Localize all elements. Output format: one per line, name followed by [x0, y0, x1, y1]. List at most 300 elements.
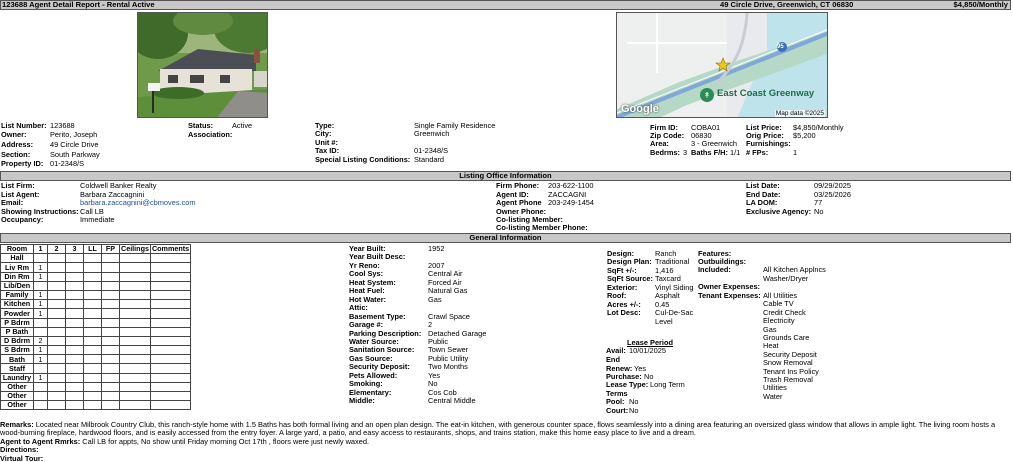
field-value: Ranch — [655, 249, 677, 258]
occupancy-label: Occupancy: — [1, 215, 44, 224]
general-info-title: General Information — [469, 233, 542, 242]
room-cell — [66, 346, 84, 355]
remarks-line-2: wood-burning fireplace, hardwood floors, and is easily accessed from the entry foyer. A large yard, a patio, and easy access to restaurants, shops, and trains station, make this home easy place to live and a dream. — [0, 428, 696, 438]
field-label: SqFt +/-: — [607, 265, 637, 275]
rooms-table — [0, 244, 191, 410]
field-label: Cool Sys: — [349, 269, 384, 279]
room-cell — [48, 355, 66, 364]
room-cell — [120, 336, 151, 345]
rooms-header-cell: Ceilings — [121, 244, 149, 254]
room-cell — [48, 318, 66, 327]
room-cell — [48, 272, 66, 281]
room-cell — [84, 290, 102, 299]
room-cell — [150, 364, 190, 373]
room-cell — [120, 272, 151, 281]
room-cell — [150, 392, 190, 401]
room-cell — [120, 346, 151, 355]
field-value: Level — [655, 316, 673, 326]
tax-id-value: 01-2348/S — [414, 146, 449, 155]
room-cell — [120, 392, 151, 401]
tenant-expense-item: All Utilities — [763, 291, 798, 300]
room-row — [1, 392, 191, 401]
tenant-expense-item: Cable TV — [763, 299, 794, 309]
field-label: Heat Fuel: — [349, 286, 385, 296]
field-value: Town Sewer — [428, 345, 469, 355]
field-value: Natural Gas — [428, 286, 468, 296]
owner-value: Perito, Joseph — [50, 130, 98, 139]
room-level-1-count: 1 — [34, 263, 48, 272]
address-label: Address: — [1, 140, 34, 149]
room-cell — [66, 382, 84, 391]
la-dom-value: 77 — [814, 198, 823, 207]
field-label: Gas Source: — [349, 353, 393, 363]
room-cell — [102, 401, 120, 410]
tenant-expense-item: Trash Removal — [763, 375, 813, 384]
room-cell — [48, 336, 66, 345]
unit-label: Unit #: — [315, 138, 338, 147]
field-value: Gas — [428, 294, 442, 304]
room-name: P Bdrm — [1, 318, 34, 327]
room-cell — [66, 290, 84, 299]
room-row — [1, 336, 191, 345]
field-value: Traditional — [655, 257, 690, 267]
room-cell — [66, 401, 84, 410]
header-price: $4,850/Monthly — [953, 0, 1008, 9]
room-cell — [102, 318, 120, 327]
room-cell — [102, 300, 120, 309]
header-address: 49 Circle Drive, Greenwich, CT 06830 — [720, 0, 854, 9]
field-value: Crawl Space — [428, 311, 470, 321]
listing-office-bar — [0, 171, 1011, 181]
list-price-label: List Price: — [746, 123, 782, 132]
field-value: Detached Garage — [428, 328, 487, 338]
room-row — [1, 281, 191, 290]
room-row — [1, 401, 191, 410]
room-cell — [120, 355, 151, 364]
room-cell — [150, 263, 190, 272]
room-cell — [48, 263, 66, 272]
room-name: D Bdrm — [1, 336, 34, 345]
bedrms-value: 3 — [683, 148, 688, 157]
room-row — [1, 346, 191, 355]
firm-id-value: COBA01 — [691, 123, 721, 132]
agent-phone-label: Agent Phone — [496, 198, 542, 207]
room-cell — [66, 272, 84, 281]
room-name: Laundry — [1, 373, 34, 382]
room-cell — [102, 327, 120, 336]
room-cell — [48, 281, 66, 290]
property-id-value: 01-2348/S — [50, 159, 85, 168]
room-level-1-count — [34, 364, 48, 373]
room-row — [1, 364, 191, 373]
orig-price-label: Orig Price: — [746, 131, 784, 140]
room-cell — [120, 382, 151, 391]
room-cell — [48, 392, 66, 401]
area-value: 3 - Greenwich — [691, 139, 738, 148]
renew-value: Yes — [634, 364, 647, 373]
purchase-value: No — [644, 372, 654, 381]
room-name: S Bdrm — [1, 346, 34, 355]
co-listing-member-label: Co-listing Member: — [496, 215, 563, 224]
avail-label: Avail: — [606, 346, 626, 355]
listing-office-title: Listing Office Information — [459, 171, 552, 180]
room-cell — [120, 290, 151, 299]
included-label: Included: — [698, 265, 731, 274]
room-cell — [102, 355, 120, 364]
room-name: Lib/Den — [1, 281, 34, 290]
room-level-1-count: 1 — [34, 373, 48, 382]
field-label: Elementary: — [349, 387, 392, 397]
room-row — [1, 373, 191, 382]
room-cell — [102, 336, 120, 345]
room-cell — [102, 254, 120, 263]
room-name: Other — [1, 401, 34, 410]
room-cell — [150, 254, 190, 263]
occupancy-value: Immediate — [80, 215, 115, 224]
room-cell — [102, 281, 120, 290]
room-name: Din Rm — [1, 272, 34, 281]
rooms-header-cell: 3 — [66, 245, 84, 254]
agent-remarks-label: Agent to Agent Rmrks: — [0, 436, 81, 446]
room-cell — [120, 300, 151, 309]
room-cell — [120, 254, 151, 263]
room-level-1-count — [34, 281, 48, 290]
tenant-expense-item: Snow Removal — [763, 358, 813, 368]
agent-id-value: ZACCAGNI — [548, 190, 587, 199]
room-name: Family — [1, 290, 34, 299]
field-value: Public Utility — [428, 353, 469, 363]
field-value: 2 — [428, 320, 433, 330]
field-value: Taxcard — [655, 274, 681, 284]
room-cell — [84, 346, 102, 355]
avail-value: 10/01/2025 — [629, 346, 666, 355]
remarks-section — [0, 421, 1011, 462]
room-cell — [150, 382, 190, 391]
field-label: SqFt Source: — [607, 274, 653, 284]
room-level-1-count — [34, 254, 48, 263]
area-label: Area: — [650, 139, 669, 148]
field-label: Sanitation Source: — [349, 345, 415, 355]
room-cell — [150, 309, 190, 318]
room-cell — [84, 281, 102, 290]
field-label: Middle: — [349, 396, 375, 406]
list-number-label: List Number: — [1, 121, 47, 130]
firm-phone-label: Firm Phone: — [496, 181, 540, 190]
room-level-1-count — [34, 382, 48, 391]
field-value: 1952 — [428, 244, 445, 253]
room-cell — [150, 318, 190, 327]
field-value: 0.45 — [655, 299, 670, 309]
room-name: Bath — [1, 355, 34, 364]
room-cell — [150, 300, 190, 309]
room-name: P Bath — [1, 327, 34, 336]
field-label: Exterior: — [607, 282, 638, 292]
baths-label: Baths F/H: — [691, 148, 728, 157]
room-cell — [102, 290, 120, 299]
room-level-1-count: 1 — [34, 309, 48, 318]
section-label: Section: — [1, 150, 31, 159]
field-label: Smoking: — [349, 379, 383, 389]
room-row — [1, 290, 191, 299]
general-info-bar — [0, 233, 1011, 243]
court-value: No — [629, 406, 639, 415]
room-cell — [48, 382, 66, 391]
room-cell — [84, 327, 102, 336]
owner-phone-label: Owner Phone: — [496, 207, 547, 216]
room-cell — [120, 373, 151, 382]
city-value: Greenwich — [414, 129, 450, 138]
end-date-value: 03/25/2026 — [814, 190, 851, 199]
room-cell — [120, 318, 151, 327]
room-cell — [102, 346, 120, 355]
rooms-header-cell: FP — [102, 245, 120, 254]
section-value: South Parkway — [50, 150, 100, 159]
rooms-header-cell: Comments — [151, 244, 190, 254]
room-cell — [120, 281, 151, 290]
room-cell — [84, 272, 102, 281]
rooms-header-cell: Room — [1, 245, 34, 254]
room-row — [1, 254, 191, 263]
special-conditions-label: Special Listing Conditions: — [315, 155, 411, 164]
room-cell — [102, 263, 120, 272]
park-label: East Coast Greenway — [717, 88, 815, 99]
room-cell — [48, 373, 66, 382]
owner-label: Owner: — [1, 130, 27, 139]
included-item: All Kitchen Applncs — [763, 265, 826, 274]
owner-expenses-label: Owner Expenses: — [698, 282, 761, 291]
property-photo[interactable] — [137, 12, 268, 118]
room-cell — [150, 327, 190, 336]
room-cell — [84, 254, 102, 263]
room-cell — [120, 309, 151, 318]
room-cell — [102, 364, 120, 373]
room-cell — [84, 309, 102, 318]
email-label: Email: — [1, 198, 24, 207]
type-label: Type: — [315, 121, 335, 130]
status-label: Status: — [188, 121, 214, 130]
tenant-expense-item: Tenant Ins Policy — [763, 366, 819, 376]
room-cell — [66, 318, 84, 327]
svg-text:↟: ↟ — [703, 91, 711, 100]
list-firm-label: List Firm: — [1, 181, 35, 190]
field-label: Design: — [607, 249, 635, 258]
remarks-label: Remarks: — [0, 421, 34, 429]
bedrms-label: Bedrms: — [650, 148, 680, 157]
room-cell — [102, 382, 120, 391]
lease-period-title: Lease Period — [627, 338, 674, 347]
room-level-1-count: 2 — [34, 336, 48, 345]
room-level-1-count: 1 — [34, 272, 48, 281]
field-label: Garage #: — [349, 320, 384, 330]
room-cell — [84, 355, 102, 364]
room-level-1-count — [34, 392, 48, 401]
email-link[interactable]: barbara.zaccagnini@cbmoves.com — [80, 198, 196, 207]
room-cell — [66, 327, 84, 336]
field-value: Cos Cob — [428, 387, 457, 397]
room-name: Liv Rm — [1, 263, 34, 272]
field-label: Year Built Desc: — [349, 252, 406, 262]
lease-type-label: Lease Type: — [606, 380, 649, 389]
room-cell — [48, 401, 66, 410]
room-cell — [66, 300, 84, 309]
included-item: Washer/Dryer — [763, 274, 809, 283]
agent-remarks-text: Call LB for appts, No show until Friday morning Oct 17th , floors were just newly waxed. — [82, 436, 369, 446]
room-cell — [84, 263, 102, 272]
room-cell — [120, 263, 151, 272]
field-label: Hot Water: — [349, 294, 387, 304]
baths-value: 1/1 — [730, 148, 741, 157]
room-row — [1, 263, 191, 272]
tenant-expense-item: Electricity — [763, 316, 795, 326]
tenant-expense-item: Credit Check — [763, 307, 806, 317]
room-name: Kitchen — [1, 300, 34, 309]
directions-label: Directions: — [0, 445, 39, 455]
room-level-1-count: 1 — [34, 355, 48, 364]
room-cell — [48, 254, 66, 263]
tenant-expense-item: Heat — [763, 341, 779, 351]
location-map[interactable] — [616, 12, 828, 118]
room-cell — [150, 355, 190, 364]
room-cell — [84, 336, 102, 345]
field-label: Security Deposit: — [349, 362, 410, 372]
house-photo-image — [138, 13, 268, 118]
zip-label: Zip Code: — [650, 131, 685, 140]
pool-label: Pool: — [606, 397, 625, 406]
field-value: Yes — [428, 370, 441, 380]
room-cell — [66, 355, 84, 364]
fps-value: 1 — [793, 148, 798, 157]
room-level-1-count — [34, 318, 48, 327]
field-label: Heat System: — [349, 277, 396, 287]
tenant-expense-item: Utilities — [763, 383, 787, 393]
room-cell — [84, 401, 102, 410]
agent-remarks-row — [0, 438, 1011, 446]
end-date-label: End Date: — [746, 190, 781, 199]
status-value: Active — [232, 121, 253, 130]
zip-value: 06830 — [691, 131, 712, 140]
tenant-expense-item: Gas — [763, 324, 777, 334]
room-row — [1, 318, 191, 327]
exclusive-agency-value: No — [814, 207, 824, 216]
room-cell — [102, 272, 120, 281]
tenant-expense-item: Grounds Care — [763, 333, 810, 342]
property-id-label: Property ID: — [1, 159, 44, 168]
room-cell — [150, 346, 190, 355]
address-value: 49 Circle Drive — [50, 140, 99, 149]
room-cell — [84, 382, 102, 391]
field-label: Water Source: — [349, 336, 399, 346]
field-label: Attic: — [349, 303, 368, 313]
room-cell — [66, 263, 84, 272]
field-value: Two Months — [428, 362, 468, 372]
purchase-label: Purchase: — [606, 372, 642, 381]
list-agent-label: List Agent: — [1, 190, 40, 199]
field-value: Forced Air — [428, 277, 462, 287]
room-cell — [150, 281, 190, 290]
room-cell — [150, 336, 190, 345]
list-price-value: $4,850/Monthly — [793, 123, 844, 132]
court-label: Court: — [606, 406, 629, 415]
list-date-label: List Date: — [746, 181, 780, 190]
room-cell — [120, 364, 151, 373]
field-label: Roof: — [607, 291, 627, 301]
rooms-header-cell: LL — [84, 245, 102, 254]
room-cell — [48, 309, 66, 318]
renew-label: Renew: — [606, 364, 633, 373]
exclusive-agency-label: Exclusive Agency: — [746, 207, 812, 216]
room-cell — [66, 364, 84, 373]
room-cell — [84, 364, 102, 373]
room-cell — [102, 309, 120, 318]
association-label: Association: — [188, 130, 233, 139]
report-header-bar — [0, 0, 1011, 10]
room-level-1-count: 1 — [34, 300, 48, 309]
highway-shield: 95 — [777, 44, 784, 50]
pool-value: No — [629, 397, 639, 406]
room-row — [1, 272, 191, 281]
room-row — [1, 327, 191, 336]
rooms-header-cell: 1 — [34, 245, 48, 254]
room-name: Hall — [1, 254, 34, 263]
room-cell — [84, 373, 102, 382]
field-label: Design Plan: — [607, 257, 652, 267]
room-row — [1, 355, 191, 364]
room-cell — [120, 327, 151, 336]
virtual-tour-label: Virtual Tour: — [0, 453, 44, 462]
room-cell — [84, 392, 102, 401]
field-label: Yr Reno: — [349, 260, 380, 270]
list-number-value: 123688 — [50, 121, 75, 130]
agent-id-label: Agent ID: — [496, 190, 529, 199]
room-cell — [150, 373, 190, 382]
field-value: Vinyl Siding — [655, 282, 694, 292]
room-level-1-count: 1 — [34, 346, 48, 355]
room-cell — [48, 346, 66, 355]
type-value: Single Family Residence — [414, 121, 496, 130]
room-cell — [150, 290, 190, 299]
room-cell — [84, 318, 102, 327]
room-name: Other — [1, 392, 34, 401]
room-cell — [120, 401, 151, 410]
orig-price-value: $5,200 — [793, 131, 816, 140]
field-label: Year Built: — [349, 244, 386, 253]
field-label: Basement Type: — [349, 311, 406, 321]
field-value: No — [428, 379, 438, 389]
firm-id-label: Firm ID: — [650, 123, 678, 132]
room-cell — [150, 272, 190, 281]
room-cell — [102, 392, 120, 401]
showing-instructions-label: Showing Instructions: — [1, 207, 79, 216]
tax-id-label: Tax ID: — [315, 146, 340, 155]
features-label: Features: — [698, 249, 732, 258]
list-date-value: 09/29/2025 — [814, 181, 851, 190]
room-cell — [84, 300, 102, 309]
city-label: City: — [315, 129, 332, 138]
tenant-expense-item: Water — [763, 391, 783, 401]
field-label: Lot Desc: — [607, 308, 641, 318]
room-name: Powder — [1, 309, 34, 318]
room-name: Other — [1, 382, 34, 391]
room-row — [1, 382, 191, 391]
terms-label: Terms — [606, 389, 628, 398]
tenant-expenses-label: Tenant Expenses: — [698, 291, 761, 300]
rooms-table-header — [1, 245, 191, 254]
room-row — [1, 309, 191, 318]
rooms-header-cell: 2 — [48, 245, 66, 254]
lease-type-value: Long Term — [650, 380, 685, 389]
fps-label: # FPs: — [746, 148, 769, 157]
room-cell — [66, 254, 84, 263]
